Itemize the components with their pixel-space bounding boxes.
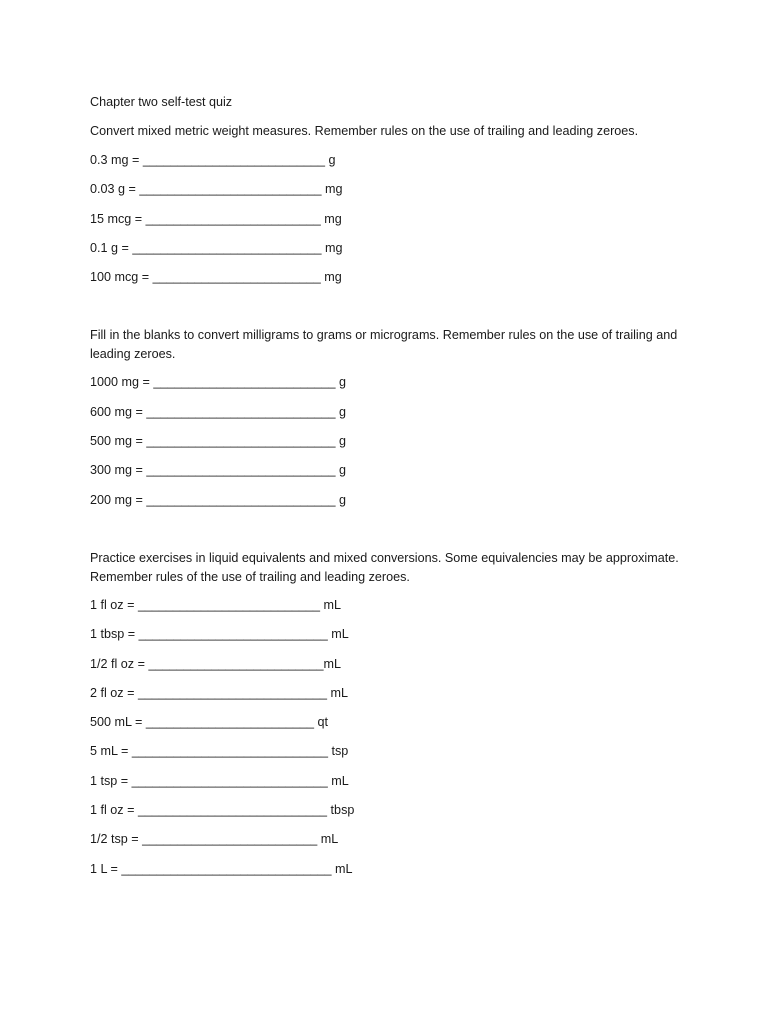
question-2-3: 500 mg = ___________________________ g [90,434,346,449]
question-2-2: 600 mg = ___________________________ g [90,404,346,419]
section-1-instructions: Convert mixed metric weight measures. Remember rules on the use of trailing and leading zeroes. [90,124,639,138]
question-3-2: 1 tbsp = ___________________________ mL [90,627,349,642]
question-1-5: 100 mcg = ________________________ mg [90,270,342,285]
question-1-3: 15 mcg = _________________________ mg [90,211,342,226]
question-1-1: 0.3 mg = __________________________ g [90,153,336,167]
section-3-instructions: Practice exercises in liquid equivalents and mixed conversions. Some equivalencies may be approximate. Remember rules of the use of trailing and leading zeroes. [90,550,679,584]
question-2-4: 300 mg = ___________________________ g [90,463,346,478]
section-spacer [90,297,690,326]
question-3-6: 5 mL = ____________________________ tsp [90,744,349,759]
question-2-5: 200 mg = ___________________________ g [90,492,346,507]
document-title: Chapter two self-test quiz [90,95,233,109]
quiz-document [90,93,690,889]
question-3-3: 1/2 fl oz = _________________________mL [90,656,342,671]
question-3-4: 2 fl oz = ___________________________ mL [90,685,349,700]
question-1-2: 0.03 g = __________________________ mg [90,182,343,197]
question-3-7: 1 tsp = ____________________________ mL [90,773,349,788]
question-2-1: 1000 mg = __________________________ g [90,375,346,390]
question-1-4: 0.1 g = ___________________________ mg [90,240,343,255]
question-3-1: 1 fl oz = __________________________ mL [90,597,342,612]
question-3-10: 1 L = ______________________________ mL [90,861,353,876]
question-3-5: 500 mL = ________________________ qt [90,715,328,730]
question-3-8: 1 fl oz = ___________________________ tbsp [90,803,355,818]
question-3-9: 1/2 tsp = _________________________ mL [90,832,339,847]
section-spacer [90,520,690,549]
section-2-instructions: Fill in the blanks to convert milligrams to grams or micrograms. Remember rules on the use of trailing and leading zeroes. [90,328,678,362]
